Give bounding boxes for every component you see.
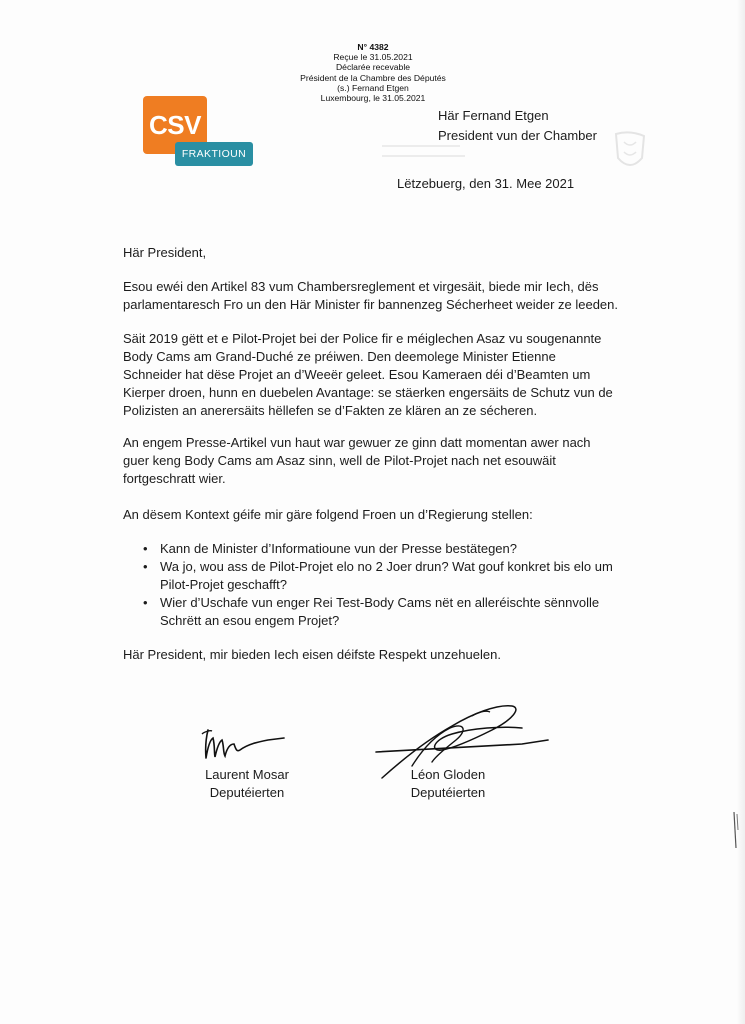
signatory-mosar: [192, 766, 302, 802]
logo-fraktioun-block: FRAKTIOUN: [175, 142, 253, 166]
stamp-received: Reçue le 31.05.2021: [333, 52, 413, 63]
signatory-title: Deputéierten: [410, 785, 486, 800]
question-line: Pilot-Projet geschafft?: [160, 577, 287, 592]
paragraph-line: Polizisten an anerersäits hëllefen se d’Fakten ze klären an ze sécheren.: [123, 403, 538, 418]
logo-csv-block: CSV: [143, 96, 207, 154]
stamp-declared: Déclarée recevable: [335, 62, 411, 73]
paragraph-line: fortgeschratt wier.: [123, 471, 226, 486]
bleed-through-crest: [610, 128, 650, 176]
signatory-gloden: [398, 766, 498, 802]
paragraph-context: [123, 330, 613, 420]
question-item: [123, 558, 613, 594]
question-line: Wa jo, wou ass de Pilot-Projet elo no 2 Joer drun? Wat gouf konkret bis elo um: [160, 559, 613, 574]
csv-logo: [143, 96, 253, 170]
stamp-place-date: Luxembourg, le 31.05.2021: [320, 93, 426, 104]
stamp-president-signature: (s.) Fernand Etgen: [337, 82, 409, 93]
questions-list: [123, 540, 613, 630]
letter-date: Lëtzebuerg, den 31. Mee 2021: [397, 176, 575, 191]
question-item: [123, 540, 613, 558]
paragraph-line: Säit 2019 gëtt et e Pilot-Projet bei der Police fir e méiglechen Asaz vu sougenannte: [123, 331, 602, 346]
addressee-block: [438, 106, 597, 146]
paragraph-line: guer keng Body Cams am Asaz sinn, well de Pilot-Projet nach net esouwäit: [123, 453, 556, 468]
paragraph-intro: [123, 278, 618, 314]
addressee-title: President vun der Chamber: [438, 128, 597, 143]
paragraph-line: Kierper droen, hunn en duebelen Avantage: se stäerken engersäits de Schutz vun de: [123, 385, 613, 400]
paragraph-line: Schneider hat dëse Projet an d’Weeër geleet. Esou Kameraen déi d’Beamten um: [123, 367, 591, 382]
paragraph-line: An engem Presse-Artikel vun haut war gewuer ze ginn datt momentan awer nach: [123, 435, 591, 450]
paragraph-line: Body Cams am Grand-Duché ze préiwen. Den deemolege Minister Etienne: [123, 349, 556, 364]
closing-formula: Här President, mir bieden Iech eisen déifste Respekt unzehuelen.: [123, 647, 501, 662]
salutation: Här President,: [123, 245, 207, 260]
signatory-title: Deputéierten: [209, 785, 285, 800]
paragraph-line: Esou ewéi den Artikel 83 vum Chambersreglement et virgesäit, biede mir Iech, dës: [123, 279, 599, 294]
signature-mosar: [196, 724, 291, 764]
question-line: Schrëtt an esou engem Projet?: [160, 613, 340, 628]
reception-stamp: [268, 42, 478, 103]
question-line: Wier d’Uschafe vun enger Rei Test-Body Cams nët en alleréischte sënnvolle: [160, 595, 600, 610]
signatory-name: Léon Gloden: [410, 767, 486, 782]
stamp-president-title: Président de la Chambre des Députés: [300, 72, 446, 83]
signatory-name: Laurent Mosar: [205, 767, 289, 782]
stamp-number: N° 4382: [357, 42, 389, 52]
scan-edge-shadow: [737, 0, 745, 1024]
paragraph-line: parlamentaresch Fro un den Här Minister fir bannenzeg Sécherheet weider ze leeden.: [123, 297, 618, 312]
addressee-name: Här Fernand Etgen: [438, 108, 549, 123]
question-line: Kann de Minister d’Informatioune vun der Presse bestätegen?: [160, 541, 517, 556]
question-item: [123, 594, 613, 630]
paragraph-press: [123, 434, 591, 488]
paragraph-questions-intro: An dësem Kontext géife mir gäre folgend Froen un d’Regierung stellen:: [123, 507, 533, 522]
scan-margin-mark: [730, 810, 742, 850]
